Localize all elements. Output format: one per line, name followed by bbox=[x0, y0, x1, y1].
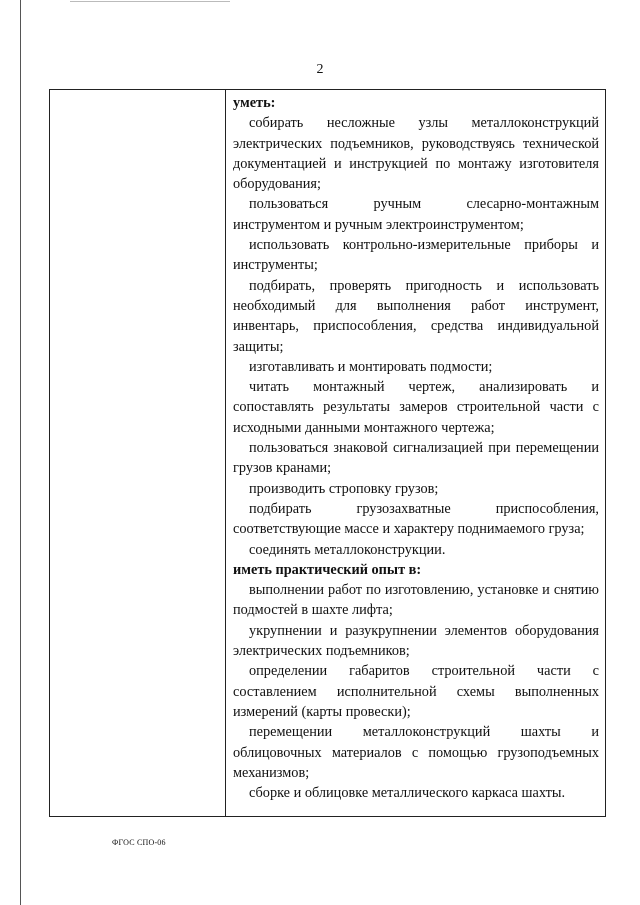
umet-item: изготавливать и монтировать подмости; bbox=[249, 358, 493, 375]
page-number: 2 bbox=[316, 62, 324, 77]
opyt-item: укрупнении и разукрупнении элементов оборудования электрических подъемников; bbox=[233, 622, 599, 660]
table-content-cell bbox=[233, 93, 599, 803]
opyt-item: перемещении металлоконструкций шахты и облицовочных материалов с помощью грузоподъемных механизмов; bbox=[233, 724, 599, 781]
umet-heading: уметь: bbox=[233, 95, 276, 111]
table-column-divider bbox=[225, 90, 226, 816]
umet-item: собирать несложные узлы металлоконструкций электрических подъемников, руководствуясь технической документацией и инструкцией по монтажу изготовителя оборудования; bbox=[233, 115, 599, 193]
umet-item: пользоваться ручным слесарно-монтажным инструментом и ручным электроинструментом; bbox=[233, 196, 599, 233]
scan-left-edge bbox=[20, 0, 21, 905]
umet-item: соединять металлоконструкции. bbox=[249, 541, 446, 558]
document-footer: ФГОС СПО-06 bbox=[112, 838, 166, 847]
opyt-item: сборке и облицовке металлического каркаса шахты. bbox=[249, 785, 566, 802]
opyt-item: определении габаритов строительной части с составлением исполнительной схемы выполненных измерений (карты провески); bbox=[233, 663, 599, 720]
umet-item: подбирать грузозахватные приспособления, соответствующие массе и характеру поднимаемого груза; bbox=[233, 500, 599, 538]
umet-item: производить строповку грузов; bbox=[249, 480, 439, 497]
opyt-item: выполнении работ по изготовлению, установке и снятию подмостей в шахте лифта; bbox=[233, 582, 599, 619]
umet-item: использовать контрольно-измерительные приборы и инструменты; bbox=[233, 237, 599, 274]
umet-item: пользоваться знаковой сигнализацией при перемещении грузов кранами; bbox=[233, 440, 599, 477]
competency-table bbox=[49, 89, 606, 817]
umet-item: читать монтажный чертеж, анализировать и сопоставлять результаты замеров строительной части с исходными данными монтажного чертежа; bbox=[233, 379, 599, 436]
umet-item: подбирать, проверять пригодность и использовать необходимый для выполнения работ инструмент, инвентарь, приспособления, средства индивидуальной защиты; bbox=[233, 277, 599, 355]
opyt-heading: иметь практический опыт в: bbox=[233, 561, 422, 578]
scan-top-mark bbox=[70, 1, 230, 2]
